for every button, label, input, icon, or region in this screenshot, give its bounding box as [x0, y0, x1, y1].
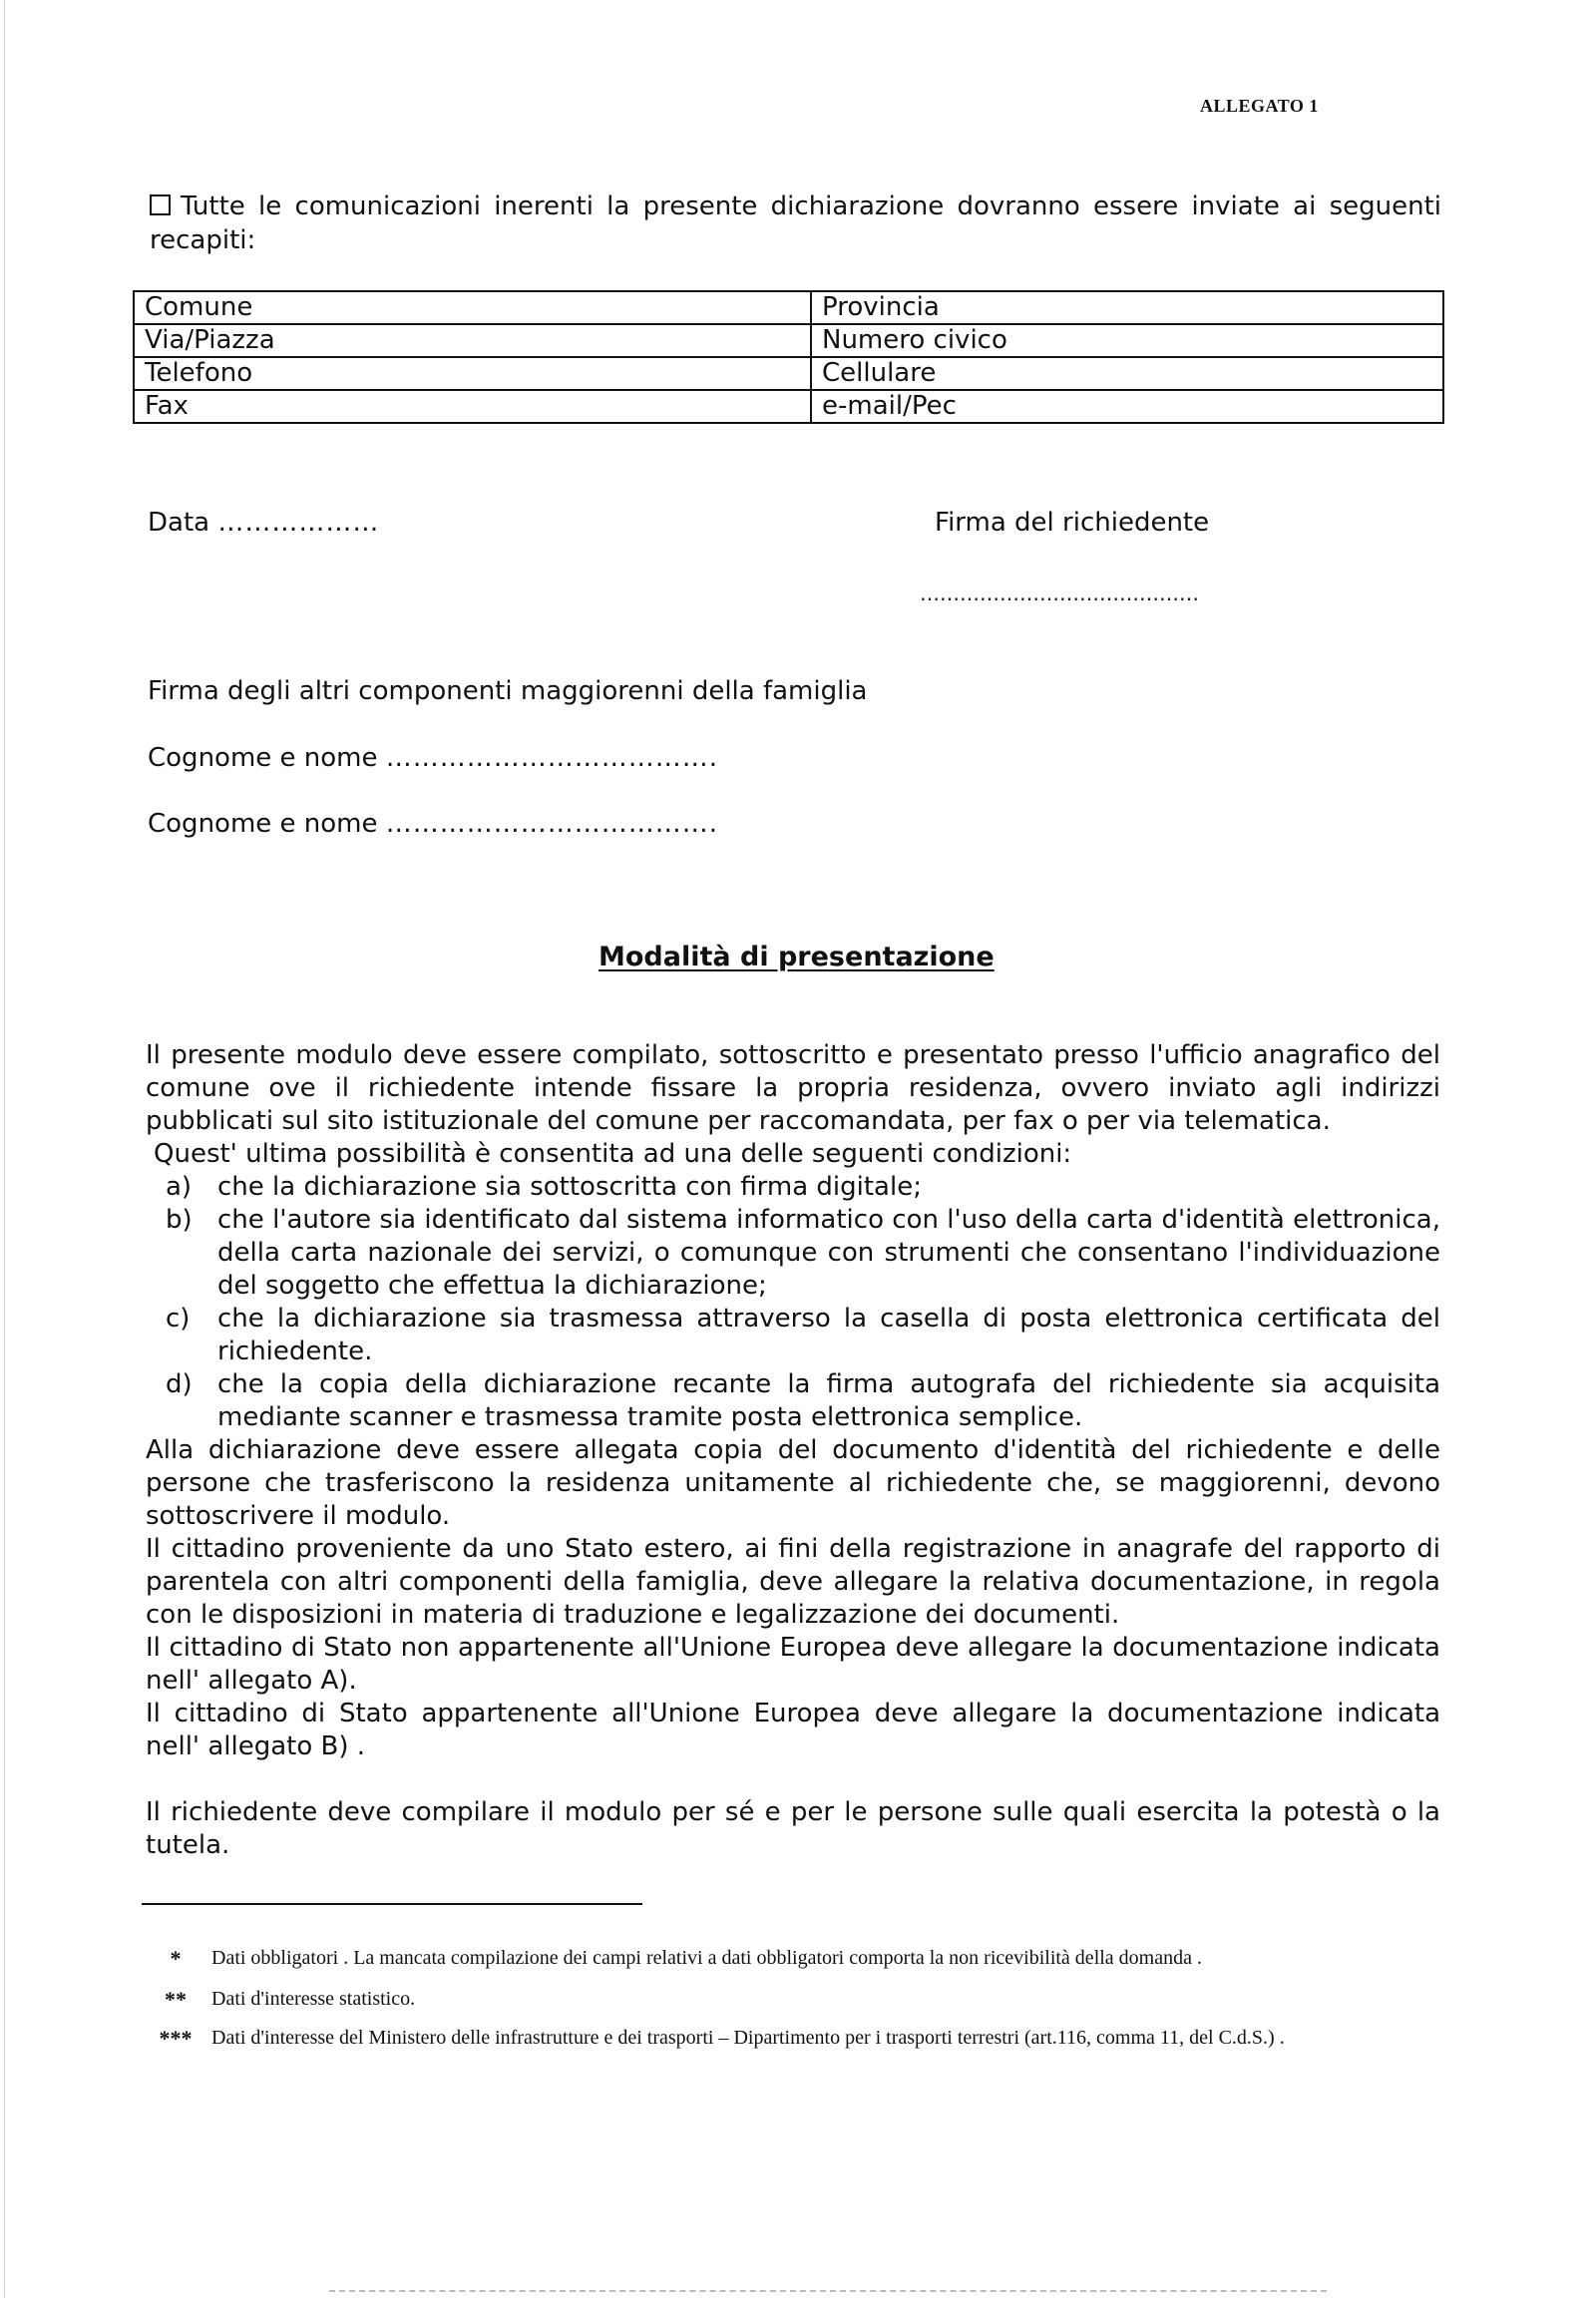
footnote-marker: **: [165, 1987, 187, 2012]
scan-edge: [4, 0, 5, 2298]
name-field-2[interactable]: [148, 807, 718, 841]
table-row: [134, 291, 1443, 324]
date-label: Data: [148, 508, 210, 538]
list-item: [146, 1368, 1440, 1434]
list-item-text: che la dichiarazione sia sottoscritta con firma digitale;: [217, 1172, 922, 1202]
applicant-signature-label: Firma del richiedente: [935, 508, 1210, 538]
name-field-1[interactable]: [148, 741, 718, 775]
date-field[interactable]: [148, 506, 379, 540]
table-row: [134, 357, 1443, 390]
table-cell[interactable]: Fax: [134, 390, 811, 423]
list-item-text: che la copia della dichiarazione recante la firma autografa del richiedente sia acquisita mediante scanner e trasmessa tramite posta elettronica semplice.: [217, 1369, 1440, 1432]
footnote: [140, 2025, 1436, 2052]
footnote: [140, 1945, 1436, 1972]
family-signatures-label: Firma degli altri componenti maggiorenni della famiglia: [148, 676, 868, 706]
table-cell[interactable]: Numero civico: [811, 324, 1443, 357]
table-cell[interactable]: Provincia: [811, 291, 1443, 324]
list-marker: b): [166, 1205, 193, 1235]
paragraph: Il cittadino di Stato appartenente all'Unione Europea deve allegare la documentazione indicata nell' allegato B) .: [146, 1699, 1440, 1761]
table-cell[interactable]: Via/Piazza: [134, 324, 811, 357]
list-marker: d): [166, 1369, 193, 1399]
footnote-marker: *: [170, 1946, 182, 1971]
name-dots: ……………………………….: [385, 743, 719, 773]
checkbox[interactable]: [150, 194, 171, 215]
contacts-table: [133, 290, 1444, 424]
list-item: [146, 1171, 1440, 1204]
table-cell[interactable]: e-mail/Pec: [811, 390, 1443, 423]
paragraph: Quest' ultima possibilità è consentita ad una delle seguenti condizioni:: [154, 1139, 1072, 1169]
scan-artifact-line: [329, 2290, 1327, 2294]
section-heading: Modalità di presentazione: [598, 942, 995, 972]
table-cell[interactable]: Cellulare: [811, 357, 1443, 390]
name-label: Cognome e nome: [148, 809, 378, 839]
attachment-label: ALLEGATO 1: [1200, 96, 1319, 116]
spacer: [146, 1763, 1440, 1796]
name-label: Cognome e nome: [148, 743, 378, 773]
communications-notice: [150, 190, 1441, 257]
footnote-divider: [142, 1903, 642, 1905]
paragraph: Il presente modulo deve essere compilato, sottoscritto e presentato presso l'ufficio anagrafico del comune ove il richiedente intende fissare la propria residenza, ovvero inviato agli indirizzi pubblicati sul sito istituzionale del comune per raccomandata, per fax o per via telematica.: [146, 1040, 1440, 1136]
table-row: [134, 390, 1443, 423]
list-item-text: che l'autore sia identificato dal sistema informatico con l'uso della carta d'identità elettronica, della carta nazionale dei servizi, o comunque con strumenti che consentano l'individuazione del soggetto che effettua la dichiarazione;: [217, 1205, 1440, 1301]
section-body: [146, 1039, 1440, 1862]
footnote: [140, 1986, 1436, 2013]
list-marker: a): [166, 1172, 193, 1202]
paragraph: Il cittadino proveniente da uno Stato estero, ai fini della registrazione in anagrafe del rapporto di parentela con altri componenti della famiglia, deve allegare la relativa documentazione, in regola con le disposizioni in materia di traduzione e legalizzazione dei documenti.: [146, 1534, 1440, 1630]
checkbox-label: Tutte le comunicazioni inerenti la presente dichiarazione dovranno essere inviate ai seguenti recapiti:: [150, 192, 1441, 255]
name-dots: ……………………………….: [385, 809, 719, 839]
footnote-text: Dati d'interesse statistico.: [211, 1988, 416, 2010]
paragraph: Alla dichiarazione deve essere allegata copia del documento d'identità del richiedente e delle persone che trasferiscono la residenza unitamente al richiedente che, se maggiorenni, devono sottoscrivere il modulo.: [146, 1435, 1440, 1531]
list-item: [146, 1303, 1440, 1368]
footnote-text: Dati obbligatori . La mancata compilazione dei campi relativi a dati obbligatori comporta la non ricevibilità della domanda .: [211, 1947, 1202, 1969]
list-item-text: che la dichiarazione sia trasmessa attraverso la casella di posta elettronica certificata del richiedente.: [217, 1304, 1440, 1366]
table-cell[interactable]: Comune: [134, 291, 811, 324]
list-item: [146, 1204, 1440, 1303]
date-dots: ………………: [217, 508, 380, 538]
paragraph: Il cittadino di Stato non appartenente all'Unione Europea deve allegare la documentazione indicata nell' allegato A).: [146, 1633, 1440, 1696]
applicant-signature-dots[interactable]: ……………………………………: [920, 581, 1199, 605]
paragraph: Il richiedente deve compilare il modulo per sé e per le persone sulle quali esercita la potestà o la tutela.: [146, 1797, 1440, 1860]
footnote-marker: ***: [159, 2026, 193, 2051]
table-row: [134, 324, 1443, 357]
table-cell[interactable]: Telefono: [134, 357, 811, 390]
list-marker: c): [166, 1304, 191, 1334]
footnote-text: Dati d'interesse del Ministero delle infrastrutture e dei trasporti – Dipartimento per i trasporti terrestri (art.116, comma 11, del C.d.S.) .: [211, 2027, 1285, 2049]
